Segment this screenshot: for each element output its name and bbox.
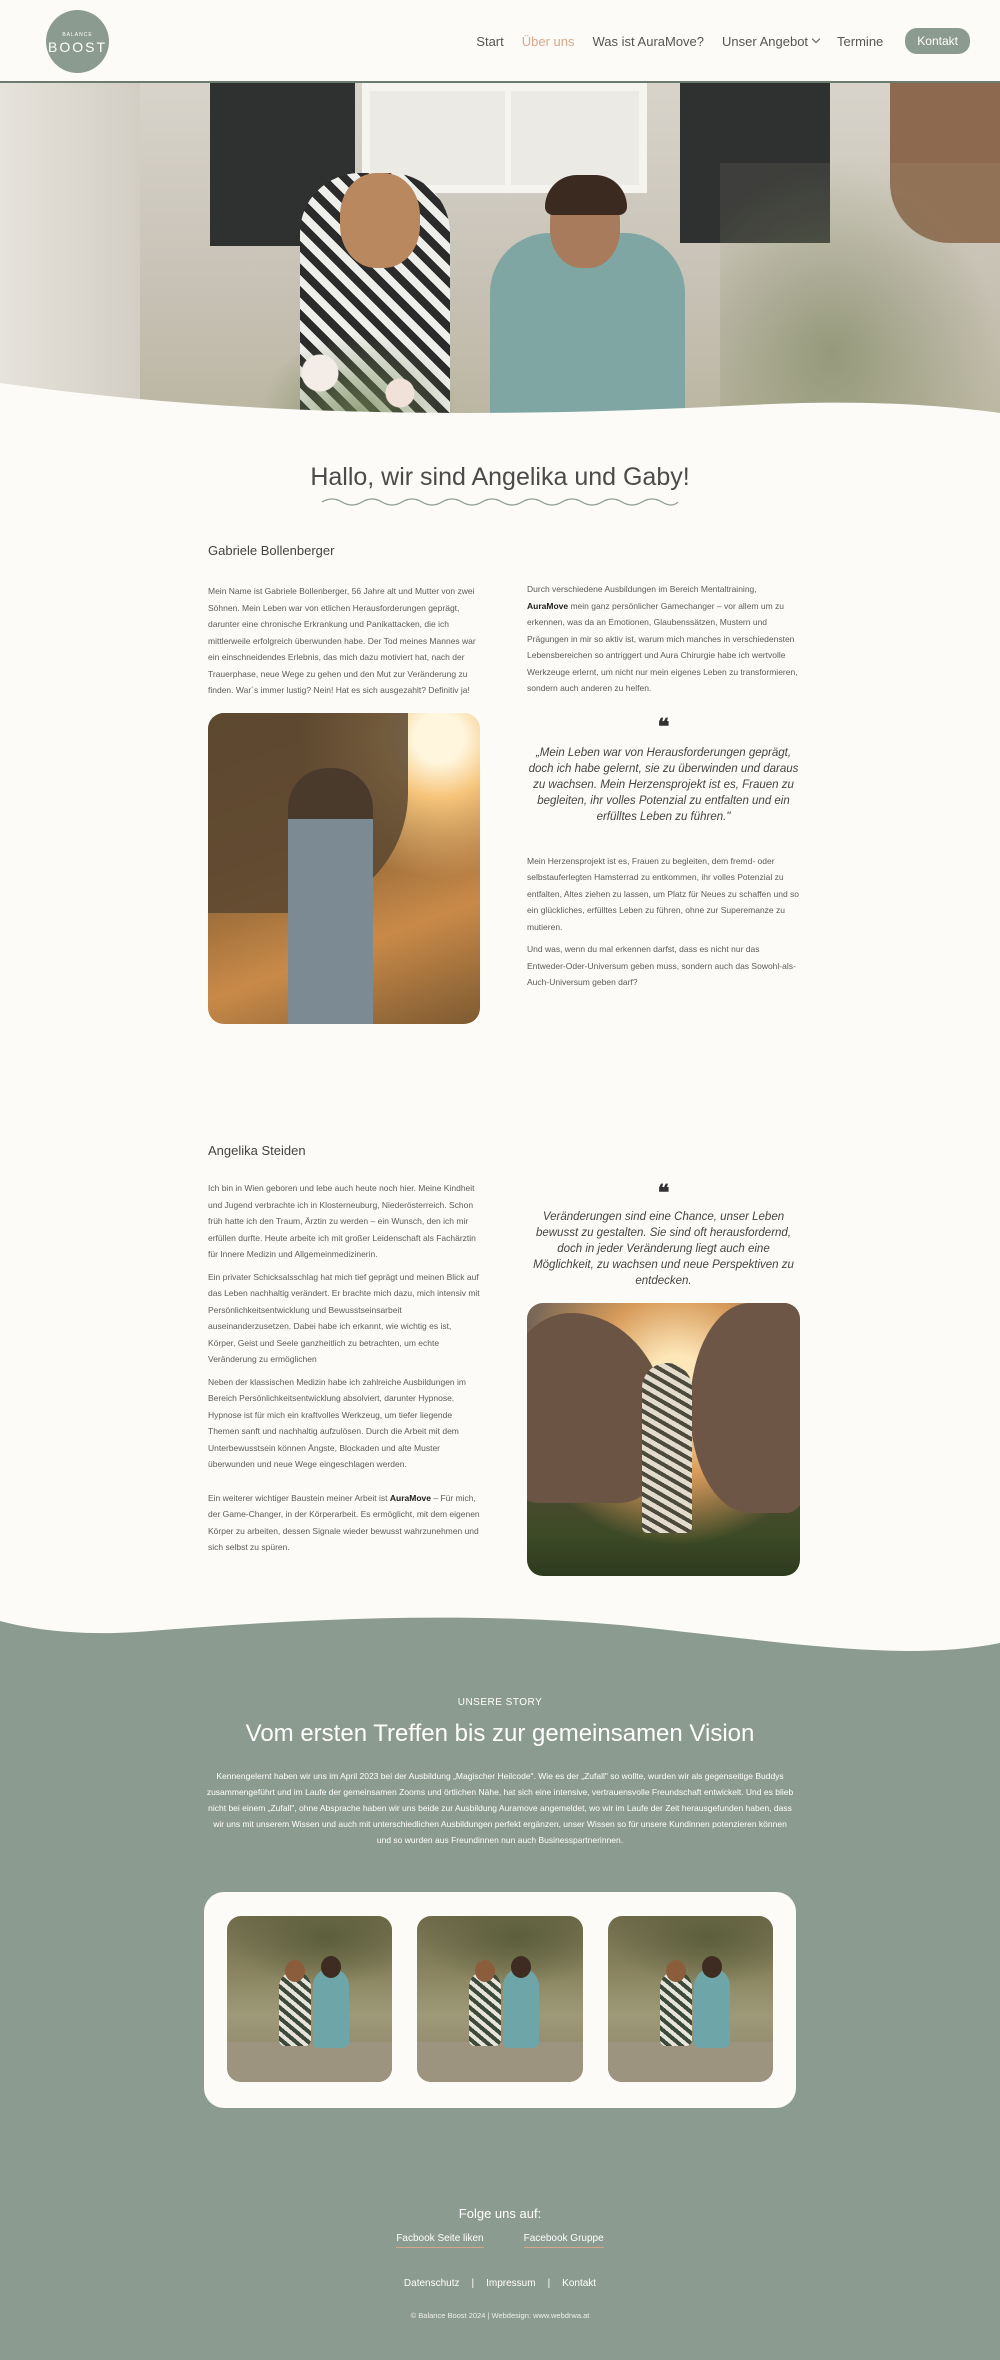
angelika-paragraph-4 bbox=[208, 1490, 480, 1556]
gallery-photo-tree bbox=[417, 1916, 582, 1986]
angelika-quote-block bbox=[527, 1180, 800, 1289]
story-content bbox=[0, 1683, 1000, 2108]
gallery-photo-head-1 bbox=[285, 1960, 305, 1982]
gabriele-p2-pre: Durch verschiedene Ausbildungen im Bereich Mentaltraining, bbox=[527, 584, 757, 594]
gallery-photo-person-1 bbox=[279, 1971, 311, 2046]
story-kicker: UNSERE STORY bbox=[457, 1697, 543, 1708]
gallery-photo-person-2 bbox=[503, 1968, 539, 2048]
nav-offer[interactable] bbox=[722, 34, 819, 49]
hero-hair-angelika bbox=[545, 175, 627, 215]
gabriele-paragraph-3: Mein Herzensprojekt ist es, Frauen zu begleiten, dem fremd- oder selbstauferlegten Hamsterrad zu entkommen, ihr volles Potenzial zu entfalten, Altes ziehen zu lassen, um Platz für Neues zu schaffen und so ein glückliches, erfülltes Leben zu führen, ohne zur Superemanze zu mutieren. bbox=[527, 855, 800, 932]
hero-head-gaby bbox=[340, 173, 420, 268]
story-wave-divider bbox=[0, 1613, 1000, 1683]
gabriele-paragraph-1: Mein Name ist Gabriele Bollenberger, 56 Jahre alt und Mutter von zwei Söhnen. Mein Leben war von etlichen Herausforderungen geprägt, darunter eine chronische Erkrankung und Panikattacken, die ich mittlerweile erfolgreich überwunden habe. Der Tod meines Mannes war ein einschneidendes Erlebnis, das mich dazu motiviert hat, nach der Trauerphase, neue Wege zu gehen und den Mut zur Veränderung zu finden. War´s immer lustig? Nein! Hat es sich ausgezahlt? Definitiv ja! bbox=[208, 586, 476, 695]
chevron-down-icon bbox=[812, 35, 820, 43]
hero-pillar bbox=[0, 83, 140, 433]
gabriele-paragraph-2 bbox=[527, 581, 800, 697]
logo[interactable] bbox=[46, 10, 109, 73]
legal-links bbox=[0, 2278, 1000, 2289]
hero-image bbox=[0, 83, 1000, 433]
gallery-photo-person-2 bbox=[313, 1968, 349, 2048]
angelika-photo-rock-right bbox=[690, 1303, 800, 1513]
photo-gallery bbox=[204, 1892, 796, 2108]
page-title: Hallo, wir sind Angelika und Gaby! bbox=[310, 463, 690, 491]
story-title: Vom ersten Treffen bis zur gemeinsamen Vision bbox=[245, 1720, 755, 1747]
angelika-text-left bbox=[208, 1143, 480, 1556]
intro-section bbox=[0, 433, 1000, 543]
angelika-photo-figure bbox=[642, 1363, 692, 1533]
nav-start[interactable]: Start bbox=[476, 33, 504, 49]
gabriele-quote: „Mein Leben war von Herausforderungen geprägt, doch ich habe gelernt, sie zu überwinden und daraus zu wachsen. Mein Herzensprojekt ist es, Frauen zu begleiten, ihr volles Potenzial zu entfalten und ein erfülltes Leben zu führen." bbox=[528, 746, 799, 823]
gallery-photo-2[interactable] bbox=[417, 1916, 582, 2082]
angelika-paragraph-1: Ich bin in Wien geboren und lebe auch heute noch hier. Meine Kindheit und Jugend verbrachte ich in Klosterneuburg, Niederösterreich. Schon früh hatte ich den Traum, Ärztin zu werden – ein Wunsch, den ich mir erfüllen durfte. Heute arbeite ich mit großer Leidenschaft als Fachärztin für Innere Medizin und Allgemeinmedizinerin. bbox=[208, 1183, 476, 1259]
gabriele-text-right bbox=[527, 581, 800, 991]
gallery-photo-head-2 bbox=[702, 1956, 722, 1978]
main-nav bbox=[476, 28, 970, 54]
imprint-link[interactable]: Impressum bbox=[486, 2278, 536, 2289]
angelika-p4-pre: Ein weiterer wichtiger Baustein meiner Arbeit ist bbox=[208, 1492, 388, 1503]
facebook-page-link[interactable]: Facbook Seite liken bbox=[396, 2233, 483, 2248]
facebook-group-link[interactable]: Facebook Gruppe bbox=[524, 2233, 604, 2248]
legal-separator: | bbox=[547, 2278, 551, 2289]
angelika-paragraph-3: Neben der klassischen Medizin habe ich zahlreiche Ausbildungen im Bereich Persönlichkeitsentwicklung absolviert, darunter Hypnose. Hypnose ist für mich ein kraftvolles Werkzeug, um tiefer liegende Themen sanft und nachhaltig aufzulösen. Durch die Arbeit mit dem Unterbewusstsein können Ängste, Blockaden und alte Muster überwunden und neue Wege eingeschlagen werden. bbox=[208, 1376, 466, 1469]
gallery-photo-1[interactable] bbox=[227, 1916, 392, 2082]
nav-dates[interactable]: Termine bbox=[837, 33, 884, 49]
legal-separator: | bbox=[471, 2278, 475, 2289]
angelika-p4-post: – Für mich, der Game-Changer, in der Körperarbeit. Es ermöglicht, mit dem eigenen Körper zu arbeiten, dessen Signale wieder bewusst wahrzunehmen und sich selbst zu spüren. bbox=[208, 1492, 480, 1552]
follow-us-label: Folge uns auf: bbox=[458, 2206, 542, 2221]
gallery-photo-person-2 bbox=[694, 1968, 730, 2048]
gallery-photo-head-1 bbox=[666, 1960, 686, 1982]
gabriele-text-left bbox=[208, 543, 480, 699]
quote-icon: ❝ bbox=[657, 713, 670, 740]
logo-big-text: BOOST bbox=[47, 39, 107, 55]
nav-auramove[interactable]: Was ist AuraMove? bbox=[592, 33, 705, 49]
story-body: Kennengelernt haben wir uns im April 2023 bei der Ausbildung „Magischer Heilcode". Wie es der „Zufall" so wollte, wurden wir als gegenseitige Buddys zusammengeführt und im Laufe der gemeinsamen Zooms und örtlichen Nähe, hat sich eine intensive, vertrauensvolle Freundschaft entwickelt. Und es blieb nicht bei einem „Zufall", ohne Absprache haben wir uns beide zur Ausbildung Auramove angemeldet, wo wir im Laufe der Zeit herausgefunden haben, dass wir uns mit unserem Wissen und auch mit unterschiedlichen Ausbildungen perfekt ergänzen, unser Wissen so für unsere Kundinnen potenzieren können und so wurden aus Freundinnen nun auch Businesspartnerinnen. bbox=[206, 1771, 794, 1845]
story-section bbox=[0, 1613, 1000, 2360]
gabriele-photo bbox=[208, 713, 480, 1024]
angelika-quote: Veränderungen sind eine Chance, unser Leben bewusst zu gestalten. Sie sind oft herausfordernd, doch in jeder Veränderung liegt auch eine Möglichkeit, zu wachsen und neue Perspektiven zu entdecken. bbox=[533, 1211, 794, 1287]
gallery-photo-person-1 bbox=[660, 1971, 692, 2046]
quote-icon: ❝ bbox=[657, 1180, 670, 1206]
contact-button[interactable]: Kontakt bbox=[905, 28, 970, 54]
privacy-link[interactable]: Datenschutz bbox=[403, 2278, 460, 2289]
footer-contact-link[interactable]: Kontakt bbox=[562, 2278, 597, 2289]
gallery-photo-head-2 bbox=[321, 1956, 341, 1978]
section-angelika bbox=[0, 1143, 1000, 1613]
gallery-photo-3[interactable] bbox=[608, 1916, 773, 2082]
hero-wave-divider bbox=[0, 383, 1000, 433]
social-links bbox=[0, 2233, 1000, 2248]
gabriele-name: Gabriele Bollenberger bbox=[208, 543, 335, 558]
site-footer bbox=[0, 2108, 1000, 2360]
gallery-photo-tree bbox=[608, 1916, 773, 1986]
nav-offer-label: Unser Angebot bbox=[722, 33, 809, 49]
angelika-paragraph-2: Ein privater Schicksalsschlag hat mich tief geprägt und meinen Blick auf das Leben nachhaltig verändert. Er brachte mich dazu, mich intensiv mit Persönlichkeitsentwicklung und Bewusstseinsarbeit auseinanderzusetzen. Dabei habe ich erkannt, wie wichtig es ist, Körper, Geist und Seele ganzheitlich zu betrachten, um echte Veränderung zu ermöglichen bbox=[208, 1271, 480, 1364]
gabriele-paragraph-4: Und was, wenn du mal erkennen darfst, dass es nicht nur das Entweder-Oder-Universum geben muss, sondern auch das Sowohl-als-Auch-Universum geben darf? bbox=[527, 944, 796, 987]
gallery-photo-person-1 bbox=[469, 1971, 501, 2046]
site-header bbox=[0, 0, 1000, 83]
angelika-photo bbox=[527, 1303, 800, 1576]
angelika-name: Angelika Steiden bbox=[208, 1143, 306, 1158]
gallery-photo-ground bbox=[608, 2042, 773, 2082]
gabriele-p2-brand: AuraMove bbox=[527, 600, 569, 611]
gabriele-p2-post: mein ganz persönlicher Gamechanger – vor allem um zu erkennen, was da an Emotionen, Glaubenssätzen, Mustern und Prägungen in mir so aktiv ist, warum mich manches in verschiedensten Lebensbereichen so antriggert und Aura Chirurgie habe ich wertvolle Werkzeuge erlernt, um nicht nur mein eigenes Leben zu transformieren, sondern auch anderen zu helfen. bbox=[527, 600, 798, 693]
logo-small-text: BALANCE bbox=[62, 32, 93, 38]
gallery-photo-ground bbox=[417, 2042, 582, 2082]
copyright: © Balance Boost 2024 | Webdesign: www.webdrwa.at bbox=[410, 2311, 590, 2320]
gallery-photo-ground bbox=[227, 2042, 392, 2082]
nav-about[interactable]: Über uns bbox=[521, 33, 575, 49]
section-gabriele bbox=[0, 543, 1000, 1143]
title-squiggle-decoration bbox=[320, 496, 680, 508]
gabriele-photo-figure bbox=[288, 768, 373, 1024]
gallery-photo-tree bbox=[227, 1916, 392, 1986]
angelika-p4-brand: AuraMove bbox=[389, 1492, 431, 1503]
